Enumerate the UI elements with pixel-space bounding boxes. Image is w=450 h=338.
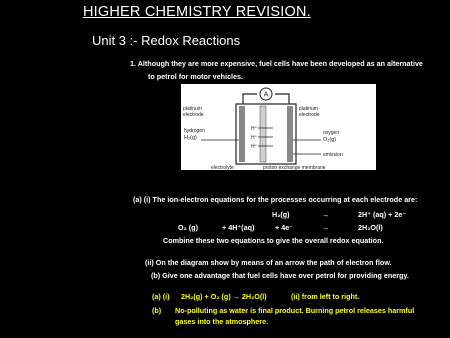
left-platinum-label: platinum (183, 106, 202, 112)
left-electrode (239, 106, 245, 162)
ammeter-label: A (263, 91, 269, 99)
eq1-left: H₂(g) (272, 210, 290, 219)
eq2-arrow: → (322, 223, 330, 232)
question-1-line-1: 1. Although they are more expensive, fuel cells have been developed as an alternative (130, 59, 423, 68)
ion-label: H⁺ (251, 135, 258, 141)
membrane-label: proton exchange membrane (263, 165, 326, 170)
eq1-arrow: → (322, 210, 330, 219)
answer-b-label: (b) (152, 306, 162, 315)
eq2-hydrogen-ions: + 4H⁺(aq) (222, 223, 255, 232)
electrolyte-label: electrolyte (211, 165, 234, 170)
oxygen-formula: O₂(g) (323, 137, 337, 143)
oxygen-label: oxygen (323, 130, 340, 136)
ion-label: H⁺ (251, 126, 258, 132)
part-a-ii: (ii) On the diagram show by means of an arrow the path of electron flow. (145, 258, 392, 267)
right-electrode-label: electrode (299, 112, 320, 118)
answer-a-equation: 2H₂(g) + O₂ (g) → 2H₂O(l) (181, 292, 267, 301)
question-1-line-2: to petrol for motor vehicles. (148, 72, 244, 81)
answer-a-label: (a) (i) (152, 292, 170, 301)
part-a-intro: (a) (i) The ion-electron equations for the processes occurring at each electrode are: (133, 195, 418, 204)
fuel-cell-diagram (181, 84, 376, 170)
eq2-left: O₂ (g) (178, 223, 198, 232)
right-electrode (287, 106, 293, 162)
page-title: HIGHER CHEMISTRY REVISION. (83, 4, 311, 20)
exchange-membrane (260, 106, 266, 162)
left-electrode-label: electrode (183, 112, 204, 118)
answer-a-ii: (ii) from left to right. (291, 292, 360, 301)
eq2-right: 2H₂O(l) (358, 223, 383, 232)
unit-heading: Unit 3 :- Redox Reactions (92, 33, 241, 48)
ion-label: H⁺ (251, 144, 258, 150)
hydrogen-formula: H₂(g) (184, 135, 197, 141)
combine-instruction: Combine these two equations to give the overall redox equation. (163, 236, 384, 245)
eq2-electrons: + 4e⁻ (275, 223, 293, 232)
eq1-right: 2H⁺ (aq) + 2e⁻ (358, 210, 407, 219)
emission-label: emission (323, 152, 343, 158)
right-platinum-label: platinum (299, 106, 318, 112)
hydrogen-label: hydrogen (184, 128, 205, 134)
answer-b-line-1: No-polluting as water is final product. Burning petrol releases harmful (175, 306, 415, 315)
answer-b-line-2: gases into the atmosphere. (175, 317, 269, 326)
part-b-question: (b) Give one advantage that fuel cells have over petrol for providing energy. (151, 271, 409, 280)
fuel-cell-svg (181, 84, 376, 170)
